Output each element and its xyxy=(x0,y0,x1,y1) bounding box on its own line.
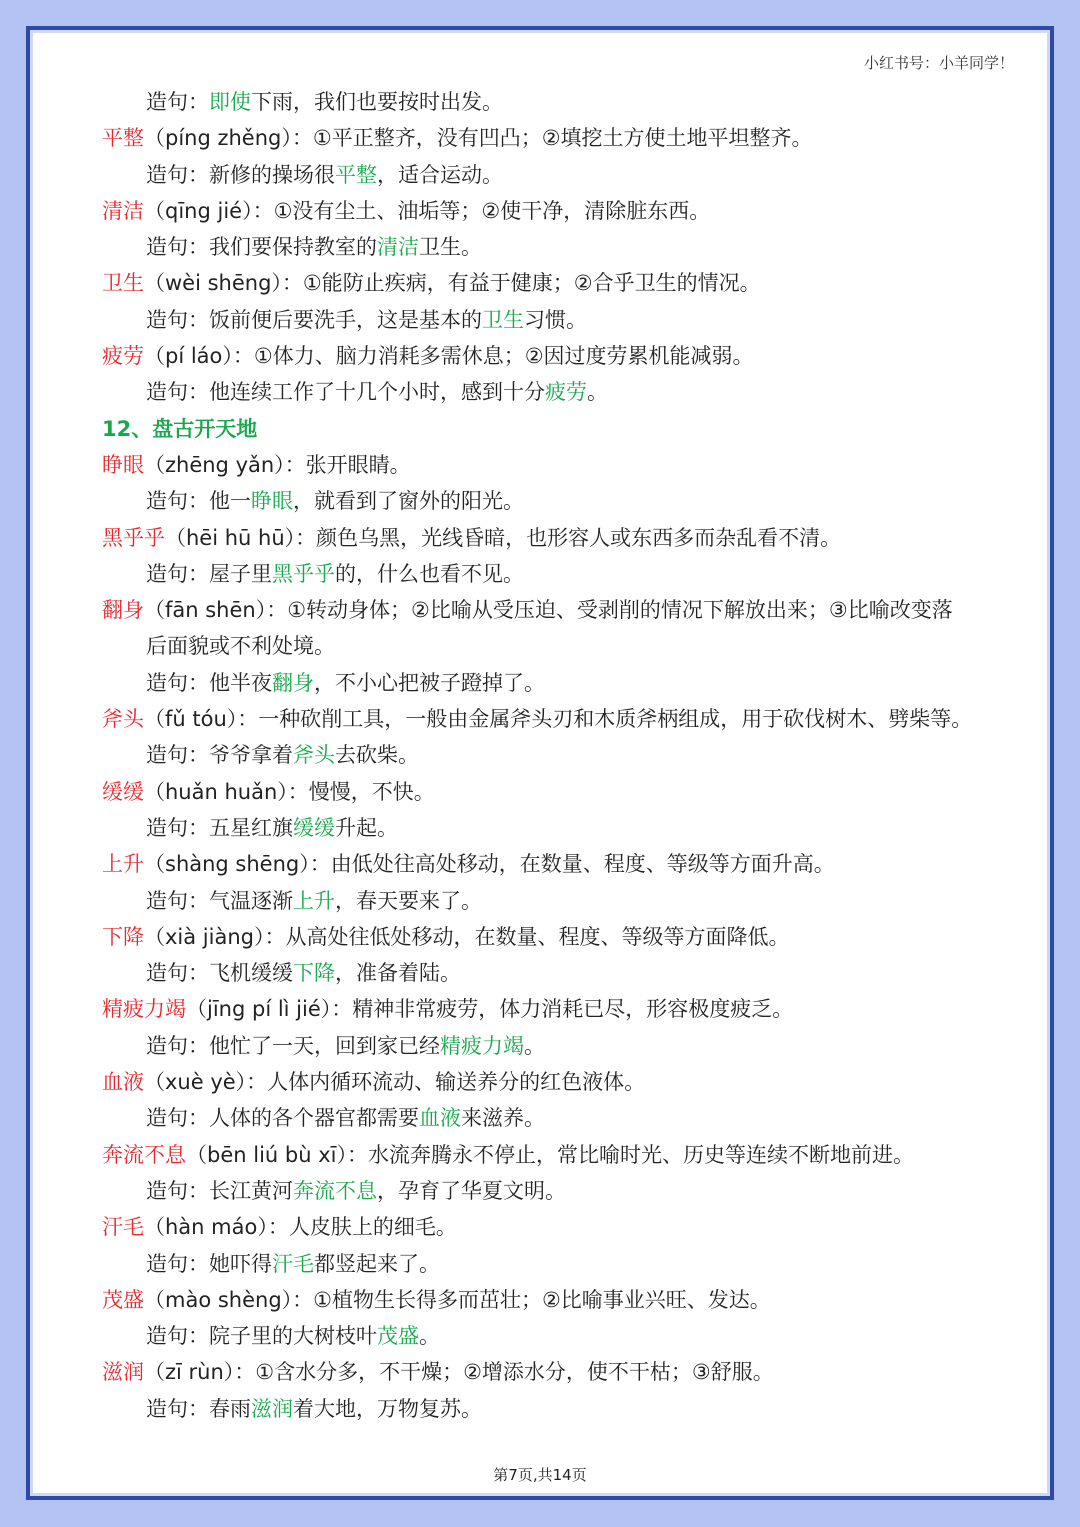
vocab-definition: （wèi shēng）：①能防止疾病，有益于健康；②合乎卫生的情况。 xyxy=(144,271,761,296)
vocab-definition: （píng zhěng）：①平正整齐，没有凹凸；②填挖土方使土地平坦整齐。 xyxy=(144,126,813,151)
vocab-definition: （shàng shēng）：由低处往高处移动，在数量、程度、等级等方面升高。 xyxy=(144,852,835,877)
example-sentence: 造句：即使下雨，我们也要按时出发。 xyxy=(146,90,503,114)
vocab-list xyxy=(102,84,1032,1427)
vocab-definition: （fǔ tóu）：一种砍削工具，一般由金属斧头刃和木质斧柄组成，用于砍伐树木、劈柴等。 xyxy=(144,707,973,732)
vocab-word: 上升 xyxy=(102,852,144,877)
vocab-entry xyxy=(102,1064,1032,1100)
example-sentence: 造句：屋子里黑乎乎的，什么也看不见。 xyxy=(146,561,524,586)
vocab-definition: （hàn máo）：人皮肤上的细毛。 xyxy=(144,1215,457,1240)
vocab-word: 睁眼 xyxy=(102,452,144,477)
vocab-entry xyxy=(102,120,1032,156)
vocab-definition: （hēi hū hū）：颜色乌黑，光线昏暗，也形容人或东西多而杂乱看不清。 xyxy=(165,525,842,550)
example-sentence: 造句：爷爷拿着斧头去砍柴。 xyxy=(146,743,419,768)
vocab-entry xyxy=(102,338,1032,374)
vocab-entry xyxy=(102,701,1032,737)
vocab-entry xyxy=(102,991,1032,1027)
watermark: 小红书号：小羊同学！ xyxy=(863,54,1014,72)
vocab-definition: （jīng pí lì jié）：精神非常疲劳，体力消耗已尽，形容极度疲乏。 xyxy=(186,997,794,1022)
vocab-entry xyxy=(102,919,1032,955)
vocab-entry xyxy=(102,1137,1032,1173)
vocab-word: 茂盛 xyxy=(102,1287,144,1312)
example-sentence: 造句：人体的各个器官都需要血液来滋养。 xyxy=(146,1106,545,1131)
vocab-entry xyxy=(102,520,1032,556)
page-number: 第7页,共14页 xyxy=(493,1466,587,1484)
vocab-definition: （xià jiàng）：从高处往低处移动，在数量、程度、等级等方面降低。 xyxy=(144,924,790,949)
example-sentence: 造句：新修的操场很平整，适合运动。 xyxy=(146,162,503,187)
example-sentence: 造句：他连续工作了十几个小时，感到十分疲劳。 xyxy=(146,380,608,405)
vocab-entry xyxy=(102,846,1032,882)
vocab-entry xyxy=(102,1354,1032,1390)
vocab-definition: （fān shēn）：①转动身体；②比喻从受压迫、受剥削的情况下解放出来；③比喻改变落 xyxy=(144,598,953,623)
vocab-word: 黑乎乎 xyxy=(102,525,165,550)
vocab-definition-continued: 后面貌或不利处境。 xyxy=(146,634,335,659)
example-sentence: 造句：飞机缓缓下降，准备着陆。 xyxy=(146,961,461,986)
vocab-definition: （pí láo）：①体力、脑力消耗多需休息；②因过度劳累机能减弱。 xyxy=(144,344,754,369)
vocab-entry xyxy=(102,265,1032,301)
vocab-definition: （xuè yè）：人体内循环流动、输送养分的红色液体。 xyxy=(144,1070,646,1095)
example-sentence: 造句：我们要保持教室的清洁卫生。 xyxy=(146,235,482,260)
example-sentence: 造句：气温逐渐上升，春天要来了。 xyxy=(146,888,482,913)
vocab-entry xyxy=(102,447,1032,483)
vocab-word: 奔流不息 xyxy=(102,1142,186,1167)
vocab-word: 汗毛 xyxy=(102,1215,144,1240)
example-sentence: 造句：饭前便后要洗手，这是基本的卫生习惯。 xyxy=(146,307,587,332)
vocab-definition: （zī rùn）：①含水分多，不干燥；②增添水分，使不干枯；③舒服。 xyxy=(144,1360,774,1385)
vocab-entry xyxy=(102,774,1032,810)
example-sentence: 造句：他一睁眼，就看到了窗外的阳光。 xyxy=(146,489,524,514)
vocab-word: 缓缓 xyxy=(102,779,144,804)
vocab-entry xyxy=(102,1209,1032,1245)
example-sentence: 造句：春雨滋润着大地，万物复苏。 xyxy=(146,1396,482,1421)
vocab-entry xyxy=(102,193,1032,229)
vocab-word: 斧头 xyxy=(102,707,144,732)
example-sentence: 造句：五星红旗缓缓升起。 xyxy=(146,815,398,840)
vocab-word: 清洁 xyxy=(102,198,144,223)
vocab-word: 平整 xyxy=(102,126,144,151)
example-sentence: 造句：长江黄河奔流不息，孕育了华夏文明。 xyxy=(146,1178,566,1203)
document-page xyxy=(26,26,1054,1500)
vocab-word: 疲劳 xyxy=(102,344,144,369)
vocab-entry xyxy=(102,592,1032,628)
vocab-word: 下降 xyxy=(102,924,144,949)
example-sentence: 造句：院子里的大树枝叶茂盛。 xyxy=(146,1324,440,1349)
vocab-word: 翻身 xyxy=(102,598,144,623)
example-sentence: 造句：她吓得汗毛都竖起来了。 xyxy=(146,1251,440,1276)
vocab-entry xyxy=(102,1282,1032,1318)
vocab-definition: （zhēng yǎn）：张开眼睛。 xyxy=(144,452,411,477)
vocab-definition: （bēn liú bù xī）：水流奔腾永不停止，常比喻时光、历史等连续不断地前进。 xyxy=(186,1142,914,1167)
vocab-definition: （mào shèng）：①植物生长得多而茁壮；②比喻事业兴旺、发达。 xyxy=(144,1287,771,1312)
vocab-word: 滋润 xyxy=(102,1360,144,1385)
example-sentence: 造句：他半夜翻身，不小心把被子蹬掉了。 xyxy=(146,670,545,695)
vocab-word: 卫生 xyxy=(102,271,144,296)
vocab-word: 血液 xyxy=(102,1070,144,1095)
vocab-word: 精疲力竭 xyxy=(102,997,186,1022)
vocab-definition: （huǎn huǎn）：慢慢，不快。 xyxy=(144,779,435,804)
example-sentence: 造句：他忙了一天，回到家已经精疲力竭。 xyxy=(146,1033,545,1058)
lesson-heading: 12、盘古开天地 xyxy=(102,416,258,441)
vocab-definition: （qīng jié）：①没有尘土、油垢等；②使干净，清除脏东西。 xyxy=(144,198,711,223)
